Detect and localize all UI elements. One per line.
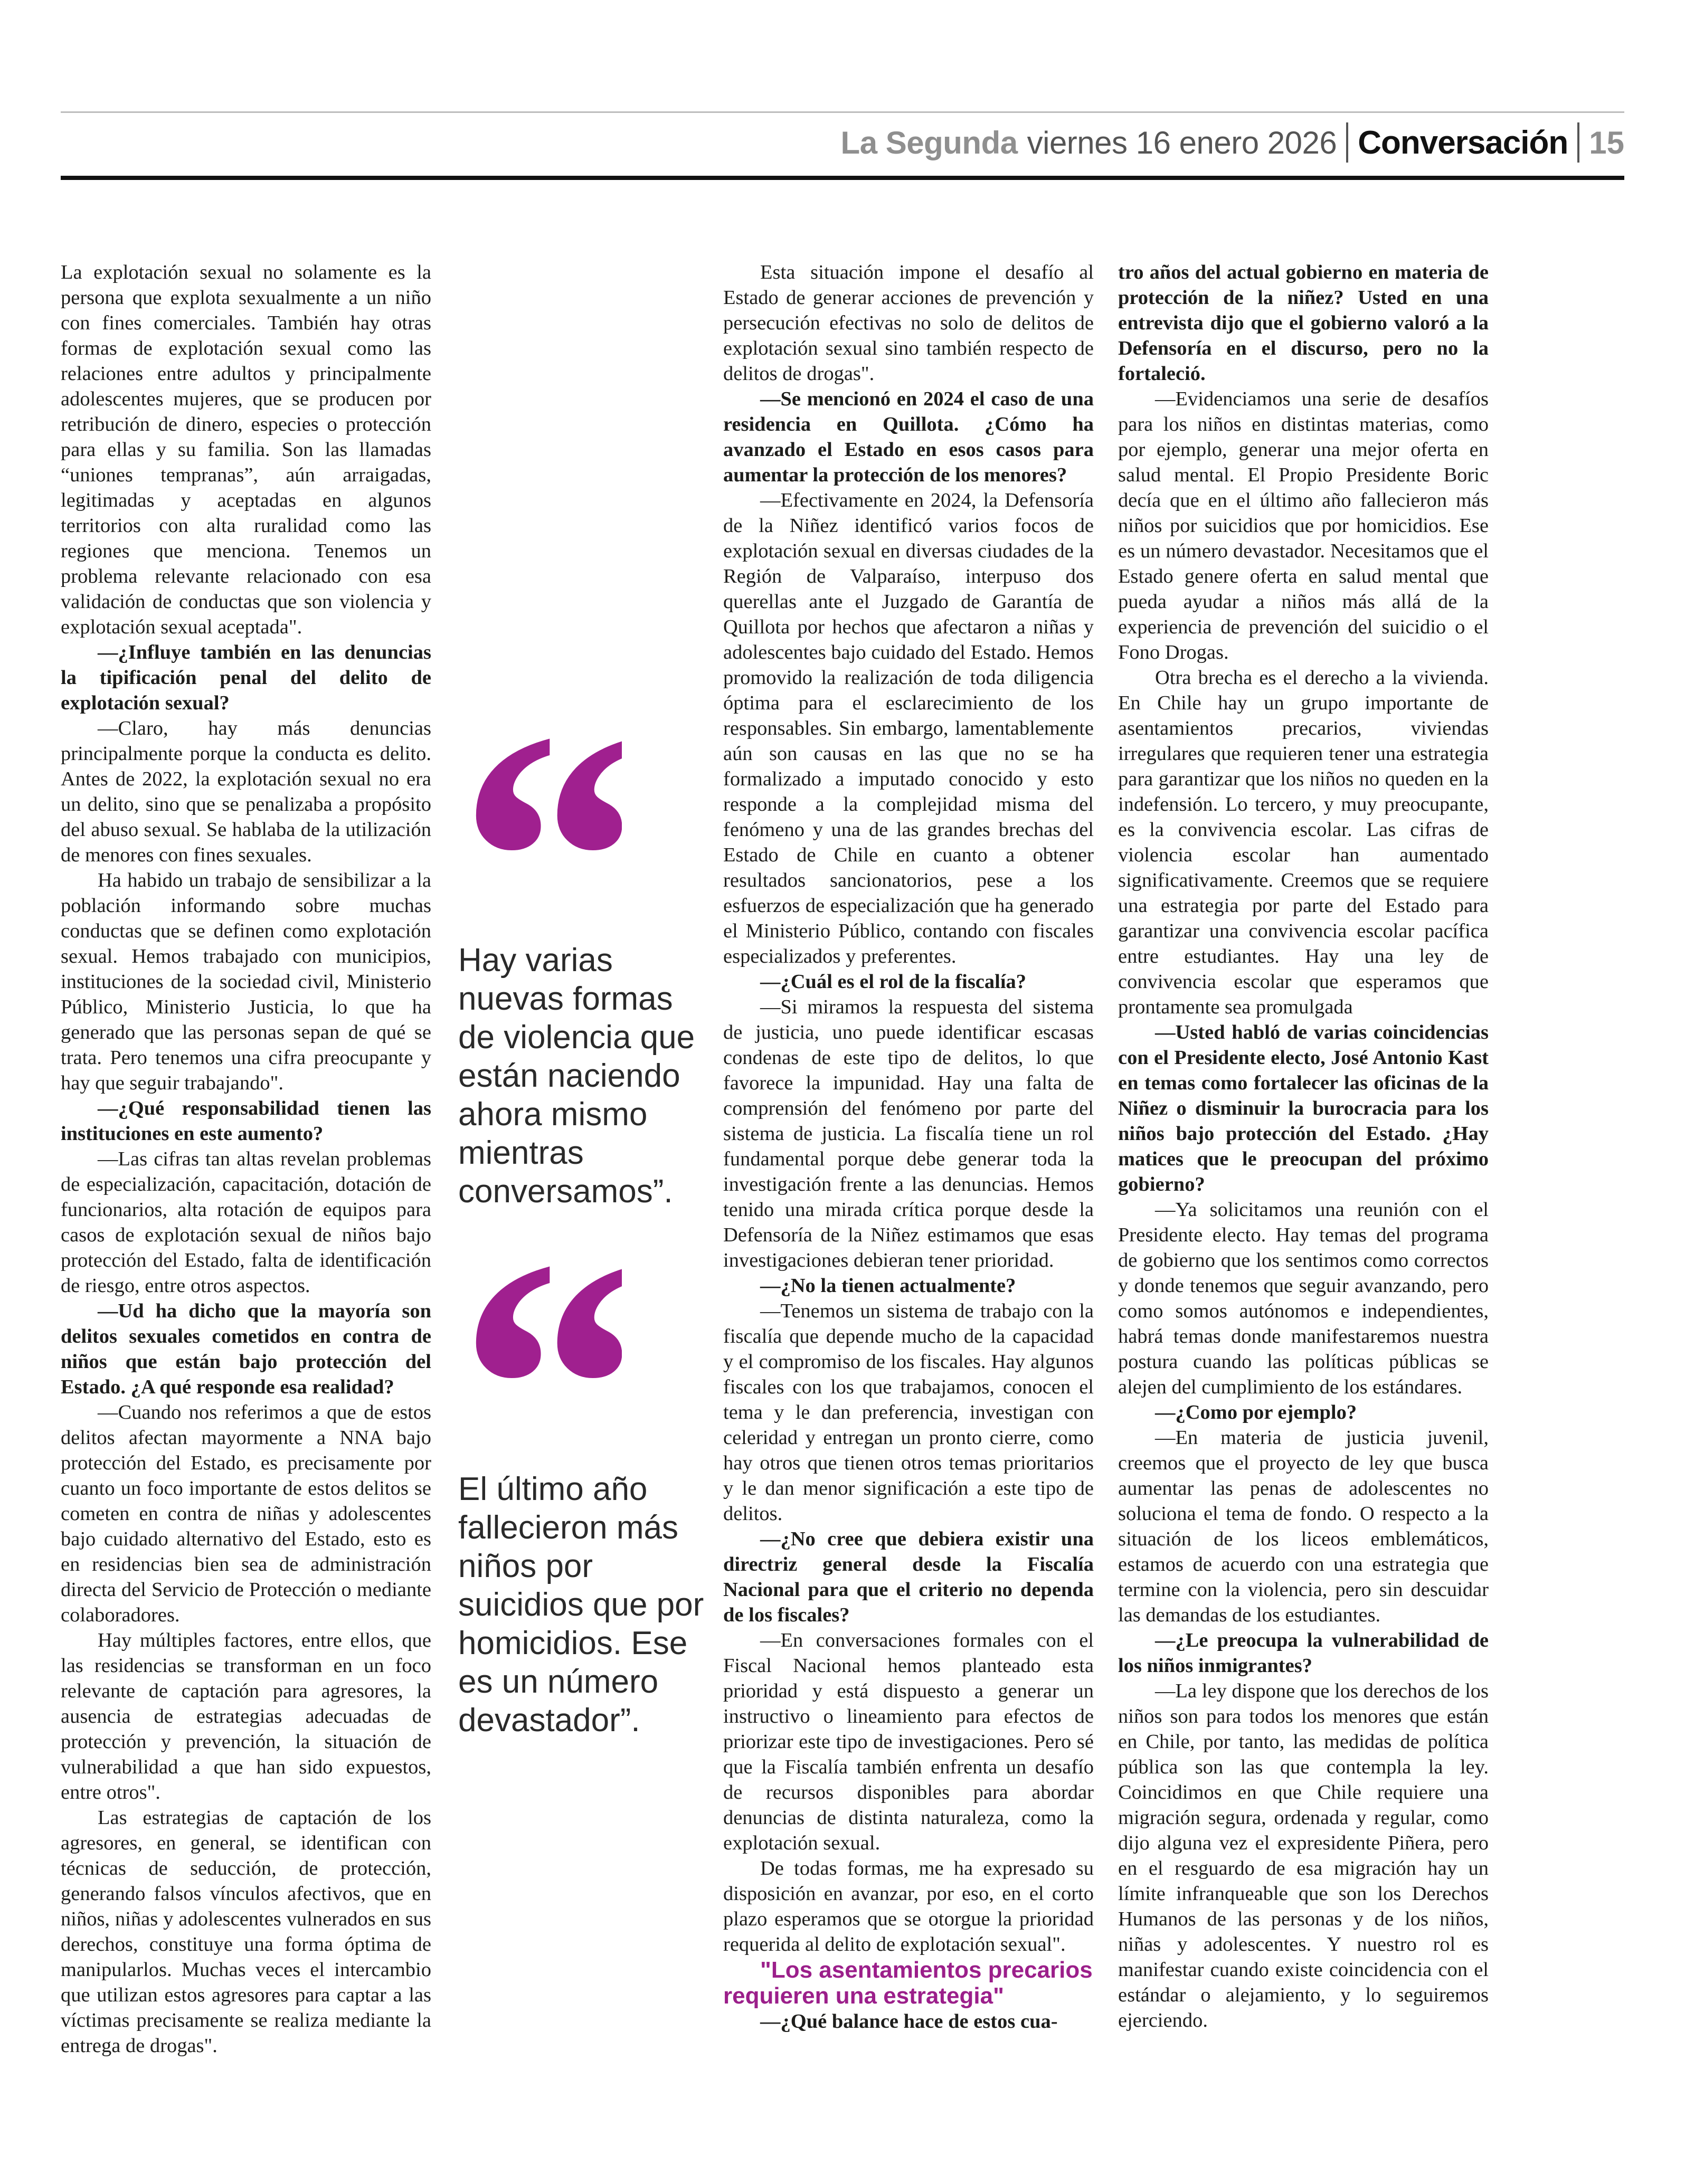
interview-answer: —Ya solicitamos una reunión con el Presidente electo. Hay temas del programa de gobierno que los sentimos como correctos y donde tenemos que seguir avanzando, pero como somos autónomos e independientes, habrá temas donde manifestaremos nuestra postura cuando las políticas públicas se alejen del cumplimiento de los estándares. [1118,1199,1489,1398]
article-column-3 [723,260,1094,2117]
paragraph: Las estrategias de captación de los agresores, en general, se identifican con técnicas de seducción, de protección, generando falsos vínculos afectivos, que en niños, niñas y adolescentes vulnerados en sus derechos, constituye una forma óptima de manipularlos. Muchas veces el intercambio que utilizan estos agresores para captar a las víctimas precisamente se realiza mediante la entrega de drogas". [61,1807,431,2057]
interview-answer: —Evidenciamos una serie de desafíos para los niños en distintas materias, como por ejemplo, generar una mejor oferta en salud mental. El Propio Presidente Boric decía que en el último año fallecieron más niños por suicidios que por homicidios. Ese es un número devastador. Necesitamos que el Estado genere oferta en salud mental que pueda ayudar a niños más allá de la experiencia de prevención del suicidio o el Fono Drogas. [1118,388,1489,663]
header-divider [1577,122,1579,163]
interview-answer: —En conversaciones formales con el Fiscal Nacional hemos planteado esta prioridad y está dispuesto a generar un instructivo o lineamiento para efectos de priorizar este tipo de investigaciones. Pero sé que la Fiscalía también enfrenta un desafío de recursos disponibles para abordar denuncias de distinta naturaleza, como la explotación sexual. [723,1629,1094,1854]
open-quote-icon [458,702,622,881]
header-divider [1346,122,1348,163]
paragraph: Esta situación impone el desafío al Estado de generar acciones de prevención y persecución efectivas no solo de delitos de explotación sexual sino también respecto de delitos de drogas". [723,261,1094,385]
interview-question: —¿Como por ejemplo? [1155,1401,1357,1423]
interview-answer: —Claro, hay más denuncias principalmente porque la conducta es delito. Antes de 2022, la explotación sexual no era un delito, sino que se penalizaba a propósito del abuso sexual. Se hablaba de la utilización de menores con fines sexuales. [61,717,431,866]
page-header [61,117,1624,168]
paragraph: De todas formas, me ha expresado su disposición en avanzar, por eso, en el corto plazo esperamos que se otorgue la prioridad requerida al delito de explotación sexual". [723,1857,1094,1955]
publication-name: La Segunda [840,125,1018,160]
interview-question: tro años del actual gobierno en materia de protección de la niñez? Usted en una entrevista dijo que el gobierno valoró a la Defensoría en el discurso, pero no la fortaleció. [1118,261,1489,385]
interview-question: —¿Influye también en las denuncias la tipificación penal del delito de explotación sexual? [61,641,431,714]
paragraph: Ha habido un trabajo de sensibilizar a la población informando sobre muchas conductas que se definen como explotación sexual. Hemos trabajado con municipios, instituciones de la sociedad civil, Ministerio Público, Ministerio Justicia, lo que ha generado que las personas sepan de qué se trata. Pero tenemos una cifra preocupante y hay que seguir trabajando". [61,869,431,1094]
interview-answer: —Cuando nos referimos a que de estos delitos afectan mayormente a NNA bajo protección del Estado, es precisamente por cuanto un foco importante de estos delitos se cometen en contra de niñas y adolescentes bajo cuidado alternativo del Estado, esto es en residencias bien sea de administración directa del Servicio de Protección o mediante colaboradores. [61,1401,431,1626]
interview-answer: —Efectivamente en 2024, la Defensoría de la Niñez identificó varios focos de explotación sexual en diversas ciudades de la Región de Valparaíso, interpuso dos querellas ante el Juzgado de Garantía de Quillota por hechos que afectaron a niñas y adolescentes bajo cuidado del Estado. Hemos promovido la realización de toda diligencia óptima para el esclarecimiento de los responsables. Sin embargo, lamentablemente aún son causas en las que no se ha formalizado a imputado conocido y esto responde a la complejidad misma del fenómeno y una de las grandes brechas del Estado de Chile en cuanto a obtener resultados sancionatorios, pese a los esfuerzos de especialización que ha generado el Ministerio Público, contando con fiscales especializados y preferentes. [723,489,1094,967]
interview-question: —¿No la tienen actualmente? [760,1275,1016,1297]
paragraph: La explotación sexual no solamente es la persona que explota sexualmente a un niño con fines comerciales. También hay otras formas de explotación sexual como las relaciones entre adultos y principalmente adolescentes mujeres, que se producen por retribución de dinero, especies o protección para ellas y su familia. Son las llamadas “uniones tempranas”, aún arraigadas, legitimadas y aceptadas en algunos territorios con alta ruralidad como las regiones que menciona. Tenemos un problema relevante relacionado con esa validación de conductas que son violencia y explotación sexual aceptada". [61,261,431,638]
section-name: Conversación [1358,124,1568,161]
section-subhead: "Los asentamientos precarios requieren una estrategia" [723,1957,1093,2009]
article-column-1 [61,260,431,2117]
interview-question: —Se mencionó en 2024 el caso de una residencia en Quillota. ¿Cómo ha avanzado el Estado en esos casos para aumentar la protección de los menores? [723,388,1094,486]
interview-question: —¿Qué balance hace de estos cua- [760,2010,1058,2033]
interview-question: —Usted habló de varias coincidencias con el Presidente electo, José Antonio Kast en temas como fortalecer las oficinas de la Niñez o disminuir la burocracia para los niños bajo protección del Estado. ¿Hay matices que le preocupan del próximo gobierno? [1118,1021,1489,1195]
interview-answer: —En materia de justicia juvenil, creemos que el proyecto de ley que busca aumentar las penas de adolescentes no soluciona el tema de fondo. O respecto a la situación de los liceos emblemáticos, estamos de acuerdo con una estrategia que termine con la violencia, pero sin descuidar las demandas de los estudiantes. [1118,1427,1489,1626]
pull-quote: El último año fallecieron más niños por suicidios que por homicidios. Ese es un número devastador”. [458,1471,704,1739]
article-column-4 [1118,260,1489,2117]
paragraph: Hay múltiples factores, entre ellos, que las residencias se transforman en un foco relevante de captación para agresores, la ausencia de estrategias adecuadas de protección y prevención, la situación de vulnerabilidad a que han sido expuestos, entre otros". [61,1629,431,1803]
issue-date: viernes 16 enero 2026 [1027,125,1337,160]
interview-question: —¿Le preocupa la vulnerabilidad de los niños inmigrantes? [1118,1629,1489,1677]
interview-question: —¿Cuál es el rol de la fiscalía? [760,971,1027,993]
header-bottom-rule [61,176,1624,180]
interview-answer: —Si miramos la respuesta del sistema de justicia, uno puede identificar escasas condenas de este tipo de delitos, lo que favorece la impunidad. Hay una falta de comprensión del fenómeno por parte del sistema de justicia. La fiscalía tiene un rol fundamental porque debe generar toda la investigación frente a las denuncias. Hemos tenido una mirada crítica porque desde la Defensoría de la Niñez estimamos que esas investigaciones debieran tener prioridad. [723,996,1094,1271]
interview-question: —¿No cree que debiera existir una directriz general desde la Fiscalía Nacional para que el criterio no dependa de los fiscales? [723,1528,1094,1626]
paragraph: Otra brecha es el derecho a la vivienda. En Chile hay un grupo importante de asentamientos precarios, viviendas irregulares que requieren tener una estrategia para garantizar que los niños no queden en la indefensión. Lo tercero, y muy preocupante, es la convivencia escolar. Las cifras de violencia escolar han aumentado significativamente. Creemos que se requiere una estrategia por parte del Estado para garantizar una convivencia escolar pacífica entre estudiantes. Hay una ley de convivencia escolar que esperamos que prontamente sea promulgada [1118,667,1489,1018]
pull-quote: Hay varias nuevas formas de violencia que están naciendo ahora mismo mientras conversamos”. [458,942,695,1210]
interview-answer: —Las cifras tan altas revelan problemas de especialización, capacitación, dotación de funcionarios, alta rotación de equipos para casos de explotación sexual de niños bajo protección del Estado, falta de identificación de riesgo, entre otros aspectos. [61,1148,431,1297]
interview-answer: —La ley dispone que los derechos de los niños son para todos los menores que están en Chile, por tanto, las medidas de política pública son las que contempla la ley. Coincidimos en que Chile requiere una migración segura, ordenada y regular, como dijo alguna vez el expresidente Piñera, pero en el resguardo de esa migración hay un límite infranqueable que son los Derechos Humanos de las personas y de los niños, niñas y adolescentes. Y nuestro rol es manifestar cuando existe coincidencia con el estándar o alejamiento, y lo seguiremos ejerciendo. [1118,1680,1489,2031]
interview-question: —Ud ha dicho que la mayoría son delitos sexuales cometidos en contra de niños que están bajo protección del Estado. ¿A qué responde esa realidad? [61,1300,431,1398]
open-quote-icon [458,1230,622,1409]
page-number: 15 [1589,125,1624,160]
interview-answer: —Tenemos un sistema de trabajo con la fiscalía que depende mucho de la capacidad y el compromiso de los fiscales. Hay algunos fiscales con los que trabajamos, conocen el tema y le dan preferencia, investigan con celeridad y entregan un pronto cierre, como hay otros que tienen otros temas prioritarios y le dan menor significación a este tipo de delitos. [723,1300,1094,1525]
interview-question: —¿Qué responsabilidad tienen las instituciones en este aumento? [61,1097,431,1145]
header-top-rule [61,111,1624,113]
